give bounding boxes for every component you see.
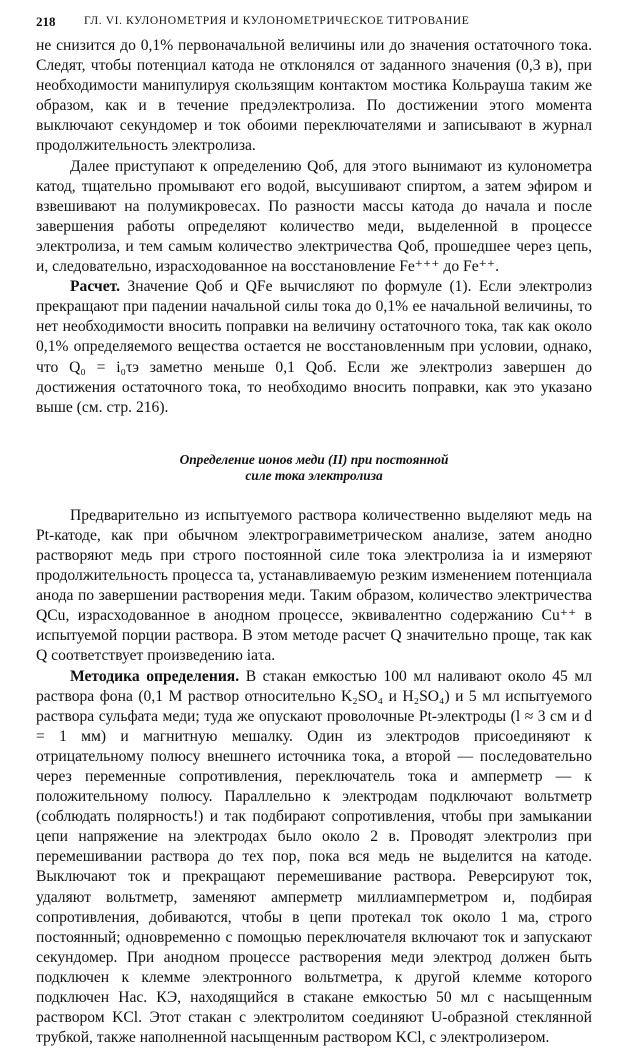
- paragraph-method-overview: Предварительно из испытуемого раствора количественно выделяют медь на Pt-катоде, как при обычном электрогравиметрическом анализе, затем анодно растворяют медь при строго постоянной силе тока электролиза iа и измеряют продолжительность процесса τа, устанавливаемую резким изменением потенциала анода по завершении растворения меди. Таким образом, количество электричества QCu, израсходованное в анодном процессе, эквивалентно содержанию Cu⁺⁺ в испытуемой порции раствора. В этом методе расчет Q значительно проще, так как Q соответствует произведению iаτа.: [36, 506, 592, 665]
- running-head: [36, 14, 592, 36]
- book-page: [36, 14, 592, 1047]
- paragraph-qob-determination: Далее приступают к определению Qоб, для этого вынимают из кулонометра катод, тщательно промывают его водой, высушивают спиртом, а затем эфиром и взвешивают на полумикровесах. По разности массы катода до начала и после завершения работы определяют количество меди, выделенной в процессе электролиза, и тем самым количество электричества Qоб, прошедшее через цепь, и, следовательно, израсходованное на восстановление Fe⁺⁺⁺ до Fe⁺⁺.: [36, 157, 592, 276]
- paragraph-calculation: [36, 277, 592, 418]
- procedure-heading: Методика определения.: [70, 667, 240, 685]
- calculation-text: Значение Qоб и QFe вычисляют по формуле (1). Если электролиз прекращают при падении начальной силы тока до 0,1% ее начальной величины, то нет необходимости вносить поправки на величину остаточного тока, так как около 0,1% определяемого вещества остается не восстановленным при условии, однако, что Q₀ = i₀τэ заметно меньше 0,1 Qоб. Если же электролиз завершен до достижения остаточного тока, то необходимо вносить поправки, как это указано выше (см. стр. 216).: [36, 278, 592, 416]
- paragraph-procedure: [36, 667, 592, 1048]
- section-title: [36, 452, 592, 484]
- page-number: 218: [36, 14, 56, 29]
- section-title-line-1: Определение ионов меди (II) при постоянной: [179, 451, 449, 467]
- body-text: [36, 36, 592, 1048]
- paragraph-continuation: не снизится до 0,1% первоначальной величины или до значения остаточного тока. Следят, чтобы потенциал катода не отклонялся от заданного значения (0,3 в), при необходимости манипулируя скользящим контактом мостика Кольрауша таким же образом, как и в течение предэлектролиза. По достижении этого момента выключают секундомер и ток обоими переключателями и записывают в журнал продолжительность электролиза.: [36, 37, 592, 155]
- calculation-heading: Расчет.: [70, 278, 121, 296]
- procedure-text: В стакан емкостью 100 мл наливают около 45 мл раствора фона (0,1 М раствор относительно K₂SO₄ и H₂SO₄) и 5 мл испытуемого раствора сульфата меди; туда же опускают проволочные Pt-электроды (l ≈ 3 см и d = 1 мм) и магнитную мешалку. Один из электродов присоединяют к отрицательному полюсу внешнего источника тока, а второй — последовательно через переменные сопротивления, переключатель тока и амперметр — к положительному полюсу. Параллельно к электродам подключают вольтметр (соблюдать полярность!) и так подбирают сопротивления, чтобы при замыкании цепи напряжение на электродах было около 2 в. Проводят электролиз при перемешивании раствора до тех пор, пока вся медь не выделится на катоде. Выключают ток и прекращают перемешивание раствора. Реверсируют ток, удаляют вольтметр, заменяют амперметр миллиамперметром и, подбирая сопротивления, добиваются, чтобы в цепи протекал ток около 1 ма, строго постоянный; одновременно с помощью переключателя включают ток и запускают секундомер. При анодном процессе растворения меди электрод должен быть подключен к клемме электронного вольтметра, к другой клемме которого подключен Нас. КЭ, находящийся в стакане емкостью 50 мл с насыщенным раствором KCl. Этот стакан с электролитом соединяют U-образной стеклянной трубкой, также наполненной насыщенным раствором KCl, с электролизером.: [36, 667, 592, 1047]
- section-title-line-2: силе тока электролиза: [245, 467, 383, 483]
- chapter-title: ГЛ. VI. КУЛОНОМЕТРИЯ И КУЛОНОМЕТРИЧЕСКОЕ ТИТРОВАНИЕ: [84, 15, 470, 27]
